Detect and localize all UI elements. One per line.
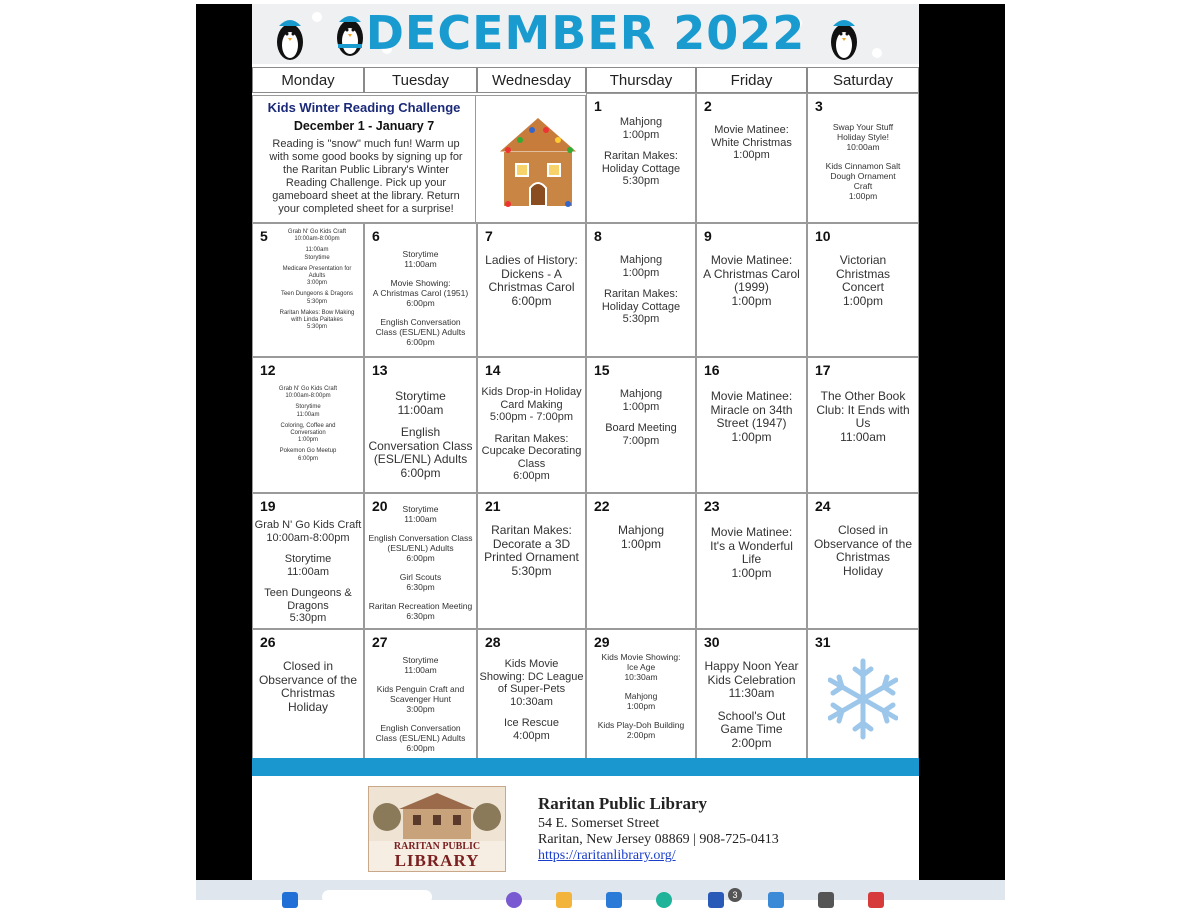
event-line: English Conversation Class — [368, 533, 473, 543]
day-number: 23 — [704, 498, 720, 514]
day-events — [253, 660, 363, 714]
library-name: Raritan Public Library — [538, 794, 708, 813]
event-line: 2:00pm — [731, 735, 772, 750]
day-number: 3 — [815, 98, 823, 114]
event-line: of Super-Pets — [497, 683, 566, 695]
calendar-day-cell — [807, 223, 919, 357]
taskbar-search-box[interactable] — [322, 890, 432, 904]
calendar-day-cell — [807, 93, 919, 223]
event-line: Movie Matinee: — [710, 389, 793, 403]
event-line: School's Out — [717, 708, 786, 723]
calendar-day-cell — [696, 357, 807, 493]
event-line: 11:00am — [296, 411, 320, 418]
app-icon[interactable] — [868, 892, 884, 908]
event-line: Raritan Recreation Meeting — [368, 601, 473, 611]
event-line: Pokemon Go Meetup — [279, 448, 337, 455]
day-events — [697, 390, 806, 444]
browser-icon[interactable] — [656, 892, 672, 908]
event-line: White Christmas — [711, 136, 792, 149]
mail-icon[interactable] — [708, 892, 724, 908]
event-line: 6:30pm — [406, 611, 435, 621]
day-events — [478, 524, 585, 578]
event-spacer — [587, 413, 695, 422]
library-website-link[interactable]: https://raritanlibrary.org/ — [538, 848, 676, 863]
footer-divider-bar — [252, 758, 919, 776]
event-line: 5:30pm — [511, 563, 552, 578]
event-line: Printed Ornament — [484, 550, 579, 564]
file-explorer-icon[interactable] — [556, 892, 572, 908]
event-line: 1:00pm — [622, 266, 660, 279]
calendar-day-cell — [252, 629, 364, 759]
event-line: 5:30pm — [622, 175, 660, 187]
event-line: Kids Drop-in Holiday — [481, 386, 582, 398]
event-line: Grab N' Go Kids Craft — [287, 229, 347, 235]
day-number: 6 — [372, 228, 380, 244]
day-number: 28 — [485, 634, 501, 650]
event-line: 3:00pm — [406, 704, 435, 714]
event-line: 11:00am — [840, 429, 886, 444]
event-line: Ice Age — [626, 662, 656, 672]
event-line: Storytime — [402, 249, 439, 259]
event-line: Kids Play-Doh Building — [597, 720, 685, 730]
day-events — [697, 124, 806, 162]
calendar-banner — [252, 4, 919, 64]
event-line: English Conversation — [380, 723, 461, 733]
event-line: 4:00pm — [513, 729, 550, 742]
event-line: 6:00pm — [297, 455, 318, 462]
day-number: 9 — [704, 228, 712, 244]
event-line: 5:30pm — [306, 324, 327, 331]
day-number: 20 — [372, 498, 388, 514]
event-line: Raritan Makes: Bow Making — [279, 309, 355, 316]
event-line: 5:30pm — [306, 298, 327, 305]
event-line: Board Meeting — [605, 422, 677, 434]
calendar-day-cell — [252, 357, 364, 493]
event-line: 1:00pm — [733, 149, 770, 161]
event-line: Movie Matinee: — [710, 253, 793, 267]
event-line: Observance of the — [258, 672, 358, 687]
day-number: 2 — [704, 98, 712, 114]
calendar-day-cell — [477, 357, 586, 493]
weekday-header: Tuesday — [364, 67, 477, 93]
day-events — [365, 504, 476, 621]
weekday-header: Wednesday — [477, 67, 586, 93]
reading-challenge-promo — [252, 95, 476, 223]
event-line: Kids Movie — [504, 658, 559, 670]
event-line: 7:00pm — [622, 434, 660, 447]
event-line: 10:00am-8:00pm — [294, 236, 340, 243]
event-line: 10:00am-8:00pm — [266, 531, 350, 544]
day-number: 30 — [704, 634, 720, 650]
event-line: English — [400, 425, 441, 439]
calendar-day-cell — [364, 357, 477, 493]
event-line: Street (1947) — [716, 416, 787, 430]
event-line: Girl Scouts — [399, 572, 442, 582]
event-line: Conversation — [290, 430, 326, 437]
day-events — [808, 524, 918, 578]
event-line: Kids Celebration — [707, 672, 796, 687]
notification-badge: 3 — [728, 888, 742, 902]
event-line: 6:00pm — [406, 553, 435, 563]
day-number: 15 — [594, 362, 610, 378]
event-line: (1999) — [734, 280, 769, 294]
event-line: 1:00pm — [622, 400, 660, 413]
event-line: Cupcake Decorating — [481, 445, 582, 457]
event-line: Christmas — [835, 266, 890, 281]
event-spacer — [808, 152, 918, 161]
event-line: Coloring, Coffee and — [280, 422, 336, 429]
event-line: 2:00pm — [626, 730, 656, 740]
promo-description — [261, 138, 471, 216]
event-spacer — [253, 544, 363, 553]
event-line: 5:30pm — [289, 612, 327, 624]
event-line: 6:00pm — [406, 743, 435, 753]
event-line: Class — [517, 457, 546, 470]
event-line: Class (ESL/ENL) Adults — [375, 733, 466, 743]
event-line: 11:00am — [404, 665, 437, 675]
day-events — [587, 652, 695, 740]
event-line: Class (ESL/ENL) Adults — [375, 327, 466, 337]
event-line: 11:30am — [728, 686, 775, 700]
library-building-icon — [369, 787, 505, 841]
event-line: Raritan Makes: — [494, 432, 569, 445]
day-events — [697, 526, 806, 580]
promo-line: your completed sheet for a surprise! — [278, 203, 454, 215]
event-line: 11:00am — [404, 514, 437, 524]
gingerbread-house-icon — [488, 108, 588, 218]
event-line: 5:30pm — [622, 313, 660, 325]
calendar-day-cell — [364, 223, 477, 357]
day-number: 5 — [260, 228, 268, 244]
event-line: Teen Dungeons & Dragons — [280, 291, 354, 298]
event-spacer — [587, 711, 695, 720]
app-icon[interactable] — [768, 892, 784, 908]
event-spacer — [587, 682, 695, 691]
calendar-day-cell — [586, 629, 696, 759]
store-icon[interactable] — [606, 892, 622, 908]
event-line: 6:00pm — [406, 298, 435, 308]
day-events — [253, 386, 363, 463]
event-line: Life — [741, 552, 762, 566]
logo-text: LIBRARY — [394, 851, 480, 870]
weekday-header: Saturday — [807, 67, 919, 93]
day-events — [478, 386, 585, 483]
event-line: 11:00am — [397, 402, 444, 417]
event-line: Storytime — [284, 553, 332, 565]
logo-text: RARITAN PUBLIC — [393, 841, 481, 852]
event-line: Adults — [308, 273, 326, 280]
day-number: 22 — [594, 498, 610, 514]
day-number: 19 — [260, 498, 276, 514]
promo-line: with some good books by signing up for — [269, 151, 463, 163]
calendar-day-cell — [696, 223, 807, 357]
calendar-day-cell — [586, 223, 696, 357]
event-line: Us — [855, 416, 871, 430]
calendar-day-cell — [696, 93, 807, 223]
event-spacer — [253, 578, 363, 587]
event-line: The Other Book — [820, 389, 906, 403]
event-line: 10:30am — [624, 672, 658, 682]
event-line: Victorian — [839, 253, 887, 267]
event-line: Raritan Makes: — [604, 150, 678, 162]
day-events — [587, 524, 695, 551]
event-line: Holiday Style! — [837, 132, 889, 142]
weekday-header: Thursday — [586, 67, 696, 93]
day-number: 16 — [704, 362, 720, 378]
event-line: Movie Matinee: — [710, 525, 793, 539]
event-line: Observance of the — [813, 536, 913, 551]
event-line: Mahjong — [617, 523, 665, 537]
event-line: Mahjong — [619, 388, 663, 400]
event-line: Grab N' Go Kids Craft — [278, 386, 338, 392]
event-line: 6:00pm — [400, 465, 441, 480]
event-line: Dickens - A — [501, 266, 562, 281]
event-line: Movie Showing: — [390, 278, 451, 288]
event-spacer — [587, 279, 695, 288]
event-line: 1:00pm — [626, 701, 656, 711]
library-footer — [252, 776, 919, 880]
event-line: 6:30pm — [406, 582, 435, 592]
day-number: 27 — [372, 634, 388, 650]
event-line: Movie Matinee: — [714, 124, 789, 136]
calendar-day-cell — [252, 493, 364, 629]
event-line: Scavenger Hunt — [390, 694, 451, 704]
event-line: Medicare Presentation for — [282, 265, 352, 272]
event-line: with Linda Paitakes — [291, 317, 343, 324]
event-line: 1:00pm — [842, 293, 884, 308]
event-line: English Conversation — [380, 317, 461, 327]
calendar-day-cell — [364, 493, 477, 629]
calendar-day-cell — [252, 223, 364, 357]
day-number: 12 — [260, 362, 276, 378]
library-city-phone: Raritan, New Jersey 08869 | 908-725-0413 — [538, 832, 779, 847]
event-line: Closed in — [282, 659, 334, 673]
event-spacer — [365, 592, 476, 601]
chat-icon[interactable] — [506, 892, 522, 908]
event-line: Kids Cinnamon Salt — [825, 161, 901, 171]
event-line: 6:00pm — [406, 337, 435, 347]
calendar-day-cell — [586, 357, 696, 493]
event-line: Concert — [841, 280, 885, 294]
event-line: Dough Ornament — [830, 171, 896, 181]
event-line: Showing: DC League — [479, 670, 584, 683]
gingerbread-house-image — [476, 95, 586, 223]
promo-line: gameboard sheet at the library. Return — [272, 190, 460, 202]
calendar-day-cell — [477, 493, 586, 629]
snowflake-icon — [828, 654, 898, 744]
day-number: 21 — [485, 498, 501, 514]
day-number: 7 — [485, 228, 493, 244]
event-line: Holiday — [842, 563, 884, 578]
event-line: 10:00am-8:00pm — [285, 393, 331, 400]
day-events — [478, 658, 585, 742]
weekday-header: Monday — [252, 67, 364, 93]
event-line: 5:00pm - 7:00pm — [489, 411, 574, 423]
day-number: 31 — [815, 634, 831, 650]
event-line: Mahjong — [619, 116, 663, 128]
event-line: Swap Your Stuff — [832, 122, 894, 132]
event-line: Game Time — [720, 722, 783, 736]
event-spacer — [365, 675, 476, 684]
event-spacer — [365, 524, 476, 533]
event-spacer — [365, 269, 476, 278]
calendar-day-cell — [586, 493, 696, 629]
day-events — [271, 229, 363, 331]
event-spacer — [587, 141, 695, 150]
event-line: Christmas — [835, 550, 890, 564]
day-events — [587, 116, 695, 188]
event-line: Storytime — [304, 254, 330, 261]
event-line: 10:00am — [846, 142, 880, 152]
library-logo — [368, 786, 506, 872]
event-line: Storytime — [402, 655, 439, 665]
day-number: 17 — [815, 362, 831, 378]
penguin-icon — [824, 12, 864, 62]
day-number: 24 — [815, 498, 831, 514]
event-line: 1:00pm — [731, 565, 772, 580]
event-line: Ice Rescue — [503, 717, 560, 729]
day-number: 26 — [260, 634, 276, 650]
event-line: Holiday — [287, 699, 329, 714]
event-line: Raritan Makes: — [491, 523, 572, 537]
event-spacer — [365, 714, 476, 723]
event-line: Happy Noon Year — [704, 659, 799, 673]
event-spacer — [365, 308, 476, 317]
event-spacer — [478, 708, 585, 717]
day-number: 10 — [815, 228, 831, 244]
day-number: 8 — [594, 228, 602, 244]
event-line: 1:00pm — [848, 191, 878, 201]
event-line: Christmas — [280, 686, 335, 700]
event-line: Raritan Makes: — [604, 288, 678, 300]
day-events — [587, 254, 695, 326]
event-line: A Christmas Carol (1951) — [372, 288, 469, 298]
day-number: 29 — [594, 634, 610, 650]
event-line: Storytime — [395, 389, 446, 403]
day-events — [365, 390, 476, 480]
day-events — [587, 388, 695, 447]
weekday-header: Friday — [696, 67, 807, 93]
event-line: 3:00pm — [306, 280, 327, 287]
event-line: Dragons — [287, 599, 329, 612]
calendar-day-cell — [807, 357, 919, 493]
event-line: Club: It Ends with — [816, 402, 910, 417]
event-line: 1:00pm — [731, 429, 772, 444]
event-line: 6:00pm — [511, 293, 552, 308]
day-events — [808, 254, 918, 308]
event-line: Storytime — [295, 404, 321, 411]
event-spacer — [365, 563, 476, 572]
calendar-day-cell — [807, 493, 919, 629]
event-line: Decorate a 3D — [492, 536, 571, 551]
event-line: (ESL/ENL) Adults — [373, 452, 468, 466]
day-events — [697, 254, 806, 308]
event-line: 1:00pm — [622, 128, 660, 141]
event-spacer — [478, 424, 585, 433]
event-line: Grab N' Go Kids Craft — [254, 519, 362, 531]
event-line: Holiday Cottage — [601, 162, 681, 175]
event-line: 11:00am — [305, 247, 329, 254]
event-line: 11:00am — [287, 565, 329, 578]
event-line: 10:30am — [510, 695, 553, 708]
day-number: 14 — [485, 362, 501, 378]
event-line: 1:00pm — [731, 293, 772, 308]
start-icon[interactable] — [282, 892, 298, 908]
event-line: Closed in — [837, 523, 889, 537]
calendar-page — [252, 4, 919, 880]
event-line: 6:00pm — [513, 470, 550, 482]
event-line: (ESL/ENL) Adults — [387, 543, 454, 553]
day-events — [808, 122, 918, 201]
calendar-day-cell — [364, 629, 477, 759]
event-line: Mahjong — [619, 254, 663, 266]
taskbar — [196, 880, 1005, 900]
day-events — [478, 254, 585, 308]
day-events — [697, 660, 806, 750]
promo-title: Kids Winter Reading Challenge — [267, 100, 461, 115]
event-line: 11:00am — [404, 259, 437, 269]
calendar-day-cell — [696, 629, 807, 759]
event-line: Ladies of History: — [485, 253, 578, 267]
event-line: Christmas Carol — [488, 280, 575, 294]
promo-line: the Raritan Public Library's Winter — [283, 164, 449, 176]
event-line: Miracle on 34th — [710, 402, 793, 417]
event-line: Holiday Cottage — [601, 300, 681, 313]
day-number: 13 — [372, 362, 388, 378]
event-line: It's a Wonderful — [710, 538, 793, 553]
event-line: Kids Movie Showing: — [601, 652, 681, 662]
event-line: A Christmas Carol — [703, 266, 800, 281]
event-line: Storytime — [402, 504, 439, 514]
calendar-day-cell — [807, 629, 919, 759]
calendar-day-cell — [696, 493, 807, 629]
event-line: 1:00pm — [620, 536, 662, 551]
event-line: 1:00pm — [297, 437, 318, 444]
calendar-day-cell — [586, 93, 696, 223]
event-line: Conversation Class — [368, 438, 473, 453]
calendar-day-cell — [477, 223, 586, 357]
library-address: 54 E. Somerset Street — [538, 816, 660, 831]
day-events — [365, 655, 476, 753]
promo-line: Reading is "snow" much fun! Warm up — [272, 138, 460, 150]
promo-dates: December 1 - January 7 — [293, 119, 435, 133]
day-events — [808, 390, 918, 444]
event-line: Teen Dungeons & — [264, 587, 352, 599]
event-line: Card Making — [500, 398, 563, 411]
day-events — [253, 519, 363, 625]
page-title: DECEMBER 2022 — [365, 6, 806, 60]
promo-line: Reading Challenge. Pick up your — [285, 177, 447, 189]
event-line: Craft — [853, 181, 873, 191]
calendar-day-cell — [477, 629, 586, 759]
day-number: 1 — [594, 98, 602, 114]
app-icon[interactable] — [818, 892, 834, 908]
event-line: Kids Penguin Craft and — [376, 684, 465, 694]
event-line: Mahjong — [624, 691, 658, 701]
day-events — [365, 249, 476, 347]
